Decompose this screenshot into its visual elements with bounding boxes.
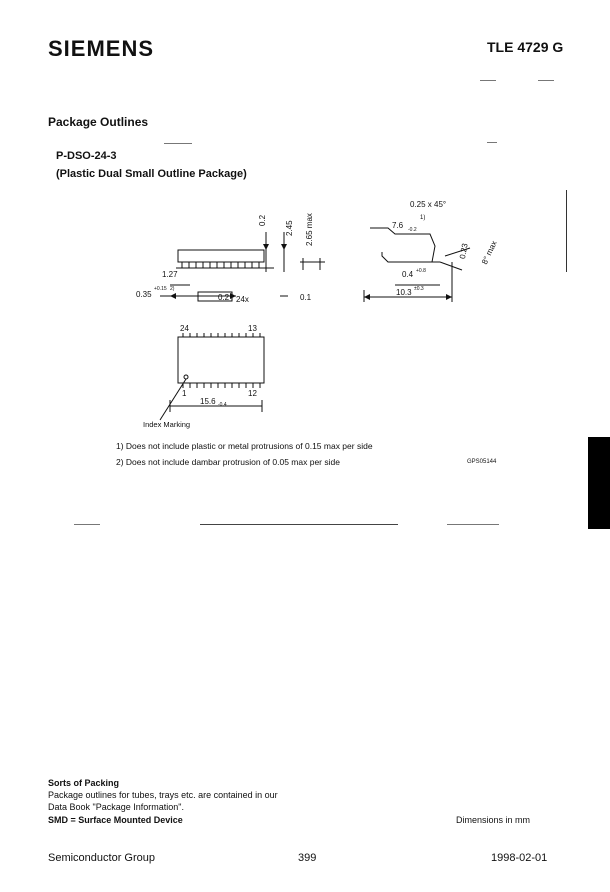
dim-0-4-tol: +0.8 [416,268,426,274]
index-marking-label: Index Marking [143,420,191,429]
index-marking-dot [184,375,188,379]
dim-0-2-24x: 0.2 [218,293,230,302]
pin-24-label: 24 [180,324,189,333]
dim-15-6-tol: -0.4 [218,402,227,408]
dim-chamfer: 0.25 x 45° [410,200,447,209]
sorts-of-packing-line-2: Data Book "Package Information". [48,802,184,812]
section-title: Package Outlines [48,115,149,129]
bottom-rule-right [447,524,499,525]
dim-2-45: 2.45 [285,220,294,236]
dim-0-35: 0.35 [136,290,152,299]
dim-15-6: 15.6 [200,397,216,406]
drawing-code: GPS05144 [467,459,497,465]
dim-0-1: 0.1 [300,293,312,302]
dim-7-6-note: 1) [420,215,426,221]
dim-10-3: 10.3 [396,288,412,297]
pin-13-label: 13 [248,324,257,333]
side-view-leads [182,262,259,268]
end-view-body [370,228,435,262]
dim-8-max: 8° max [480,239,499,266]
footer-company: Semiconductor Group [48,852,155,864]
top-view-leads-bottom [183,383,260,388]
pin-12-label: 12 [248,389,257,398]
bottom-rule-middle [200,524,398,525]
dim-7-6: 7.6 [392,221,404,230]
top-view-leads-top [183,333,260,337]
dim-7-6-tol: -0.2 [408,227,417,233]
package-name: P-DSO-24-3 [56,150,117,162]
dim-0-35-tol: +0.15 [154,286,167,292]
dim-24x: 24x [236,295,249,304]
document-id: TLE 4729 G [487,39,564,55]
package-description: (Plastic Dual Small Outline Package) [56,168,247,180]
section-thumb-tab [588,437,610,529]
dim-0-23: 0.23 [458,242,470,260]
dim-2-65-max: 2.65 max [305,213,314,246]
bottom-rule-left [74,524,100,525]
note-1: 1) Does not include plastic or metal protrusions of 0.15 max per side [116,441,373,451]
footer-page-number: 399 [298,852,317,864]
dimensions-note: Dimensions in mm [456,815,531,825]
sorts-of-packing-title: Sorts of Packing [48,778,120,788]
note-2: 2) Does not include dambar protrusion of 0.05 max per side [116,457,340,467]
footer-date: 1998-02-01 [491,852,548,864]
smd-note: SMD = Surface Mounted Device [48,815,183,825]
dim-10-3-tol: ±0.3 [414,286,424,292]
top-view-body [178,337,264,383]
dim-1-27: 1.27 [162,270,178,279]
dim-0-2: 0.2 [258,214,267,226]
pin-1-label: 1 [182,389,187,398]
dim-0-4: 0.4 [402,270,414,279]
sorts-of-packing-line-1: Package outlines for tubes, trays etc. are contained in our [48,790,278,800]
siemens-logo: SIEMENS [48,36,155,61]
side-view-body [178,250,264,262]
dim-0-35-note: 2) [170,286,175,292]
